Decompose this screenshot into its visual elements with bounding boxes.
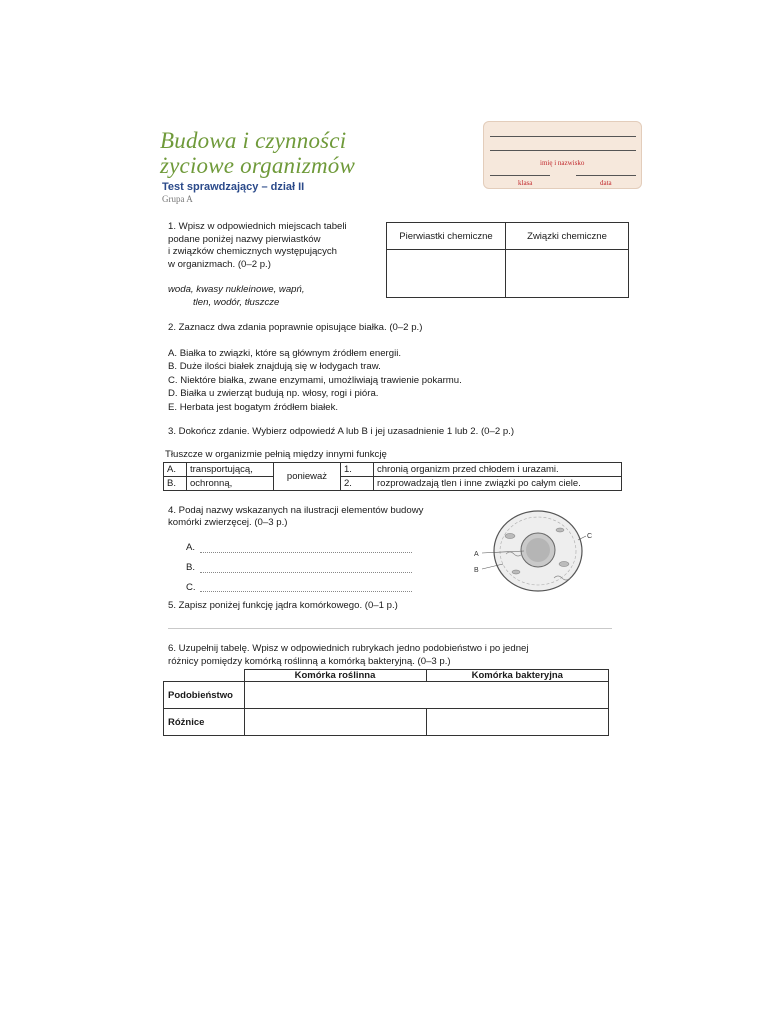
q2-prompt: 2. Zaznacz dwa zdania poprawnie opisujące białka. (0–2 p.) (168, 322, 423, 333)
q1-cell-elements[interactable] (387, 250, 506, 298)
q3-num-2[interactable]: 2. (341, 477, 374, 491)
q3-num-1[interactable]: 1. (341, 463, 374, 477)
q4-answer-b-label: B. (186, 562, 196, 573)
q6-cell-diff-plant[interactable] (244, 709, 426, 736)
q1-line-1: 1. Wpisz w odpowiednich miejscach tabeli (168, 221, 347, 232)
group-label: Grupa A (162, 194, 193, 204)
q1-line-2: podane poniżej nazwy pierwiastków (168, 233, 321, 245)
q4-answer-b-line[interactable] (200, 572, 412, 573)
q1-line-4: w organizmach. (0–2 p.) (168, 258, 271, 270)
figure-label-c: C (587, 533, 593, 540)
q1-header-compounds: Związki chemiczne (506, 223, 629, 250)
q1-words-line-1: woda, kwasy nukleinowe, wapń, (168, 284, 305, 295)
class-line (490, 175, 550, 176)
q3-connector: ponieważ (274, 463, 341, 491)
class-label: klasa (518, 179, 533, 187)
date-line (576, 175, 636, 176)
q2-option-e[interactable]: E. Herbata jest bogatym źródłem białek. (168, 401, 339, 413)
q3-letter-b[interactable]: B. (164, 477, 187, 491)
q1-words-line-2: tlen, wodór, tłuszcze (193, 297, 280, 308)
q3-reason-2[interactable]: rozprowadzają tlen i inne związki po całym ciele. (374, 477, 622, 491)
q6-line-2: różnicy pomiędzy komórką roślinną a komórką bakteryjną. (0–3 p.) (168, 656, 451, 667)
figure-label-a: A (474, 551, 479, 558)
q5-prompt: 5. Zapisz poniżej funkcję jądra komórkowego. (0–1 p.) (168, 600, 398, 611)
student-info-box (483, 121, 642, 189)
q2-option-b[interactable]: B. Duże ilości białek znajdują się w łodygach traw. (168, 361, 381, 373)
q4-line-1: 4. Podaj nazwy wskazanych na ilustracji elementów budowy (168, 505, 424, 516)
q6-line-1: 6. Uzupełnij tabelę. Wpisz w odpowiednich rubrykach jedno podobieństwo i po jednej (168, 643, 529, 654)
q4-answer-a-line[interactable] (200, 552, 412, 553)
q6-header-bacterial: Komórka bakteryjna (426, 670, 609, 682)
name-line-2 (490, 150, 636, 151)
q3-option-b[interactable]: ochronną, (187, 477, 274, 491)
figure-label-b: B (474, 567, 479, 574)
q4-answer-c-line[interactable] (200, 591, 412, 592)
q6-header-plant: Komórka roślinna (244, 670, 426, 682)
q6-cell-diff-bacterial[interactable] (426, 709, 609, 736)
q1-table (386, 222, 629, 298)
q2-option-d[interactable]: D. Białka u zwierząt budują np. włosy, rogi i pióra. (168, 388, 379, 400)
q6-table (163, 669, 609, 736)
q3-statement: Tłuszcze w organizmie pełnią między innymi funkcję (165, 449, 387, 460)
title-line-1: Budowa i czynności (160, 128, 347, 153)
name-line-1 (490, 136, 636, 137)
q4-answer-a-label: A. (186, 542, 196, 553)
q3-reason-1[interactable]: chronią organizm przed chłodem i urazami. (374, 463, 622, 477)
title-line-2: życiowe organizmów (160, 153, 356, 178)
q4-line-2: komórki zwierzęcej. (0–3 p.) (168, 517, 288, 528)
q2-option-a[interactable]: A. Białka to związki, które są głównym źródłem energii. (168, 348, 402, 359)
q2-options (168, 348, 462, 415)
q6-row-label-similarity: Podobieństwo (164, 682, 245, 709)
animal-cell-illustration (468, 506, 598, 596)
q1-cell-compounds[interactable] (506, 250, 629, 298)
q3-option-a[interactable]: transportującą, (187, 463, 274, 477)
name-label: imię i nazwisko (540, 159, 585, 167)
q5-answer-line[interactable] (168, 628, 612, 629)
q1-prompt (168, 221, 383, 271)
date-label: data (600, 179, 612, 187)
q6-corner-cell (164, 670, 245, 682)
q2-option-c[interactable]: C. Niektóre białka, zwane enzymami, umożliwiają trawienie pokarmu. (168, 374, 462, 386)
q6-row-label-differences: Różnice (164, 709, 245, 736)
subtitle: Test sprawdzający – dział II (162, 181, 305, 193)
q3-letter-a[interactable]: A. (164, 463, 187, 477)
q1-header-elements: Pierwiastki chemiczne (387, 223, 506, 250)
q6-cell-similarity[interactable] (244, 682, 609, 709)
q3-table (163, 462, 622, 491)
q1-line-3: i związków chemicznych występujących (168, 246, 338, 257)
q3-prompt: 3. Dokończ zdanie. Wybierz odpowiedź A lub B i jej uzasadnienie 1 lub 2. (0–2 p.) (168, 426, 515, 437)
q4-answer-c-label: C. (186, 582, 196, 593)
